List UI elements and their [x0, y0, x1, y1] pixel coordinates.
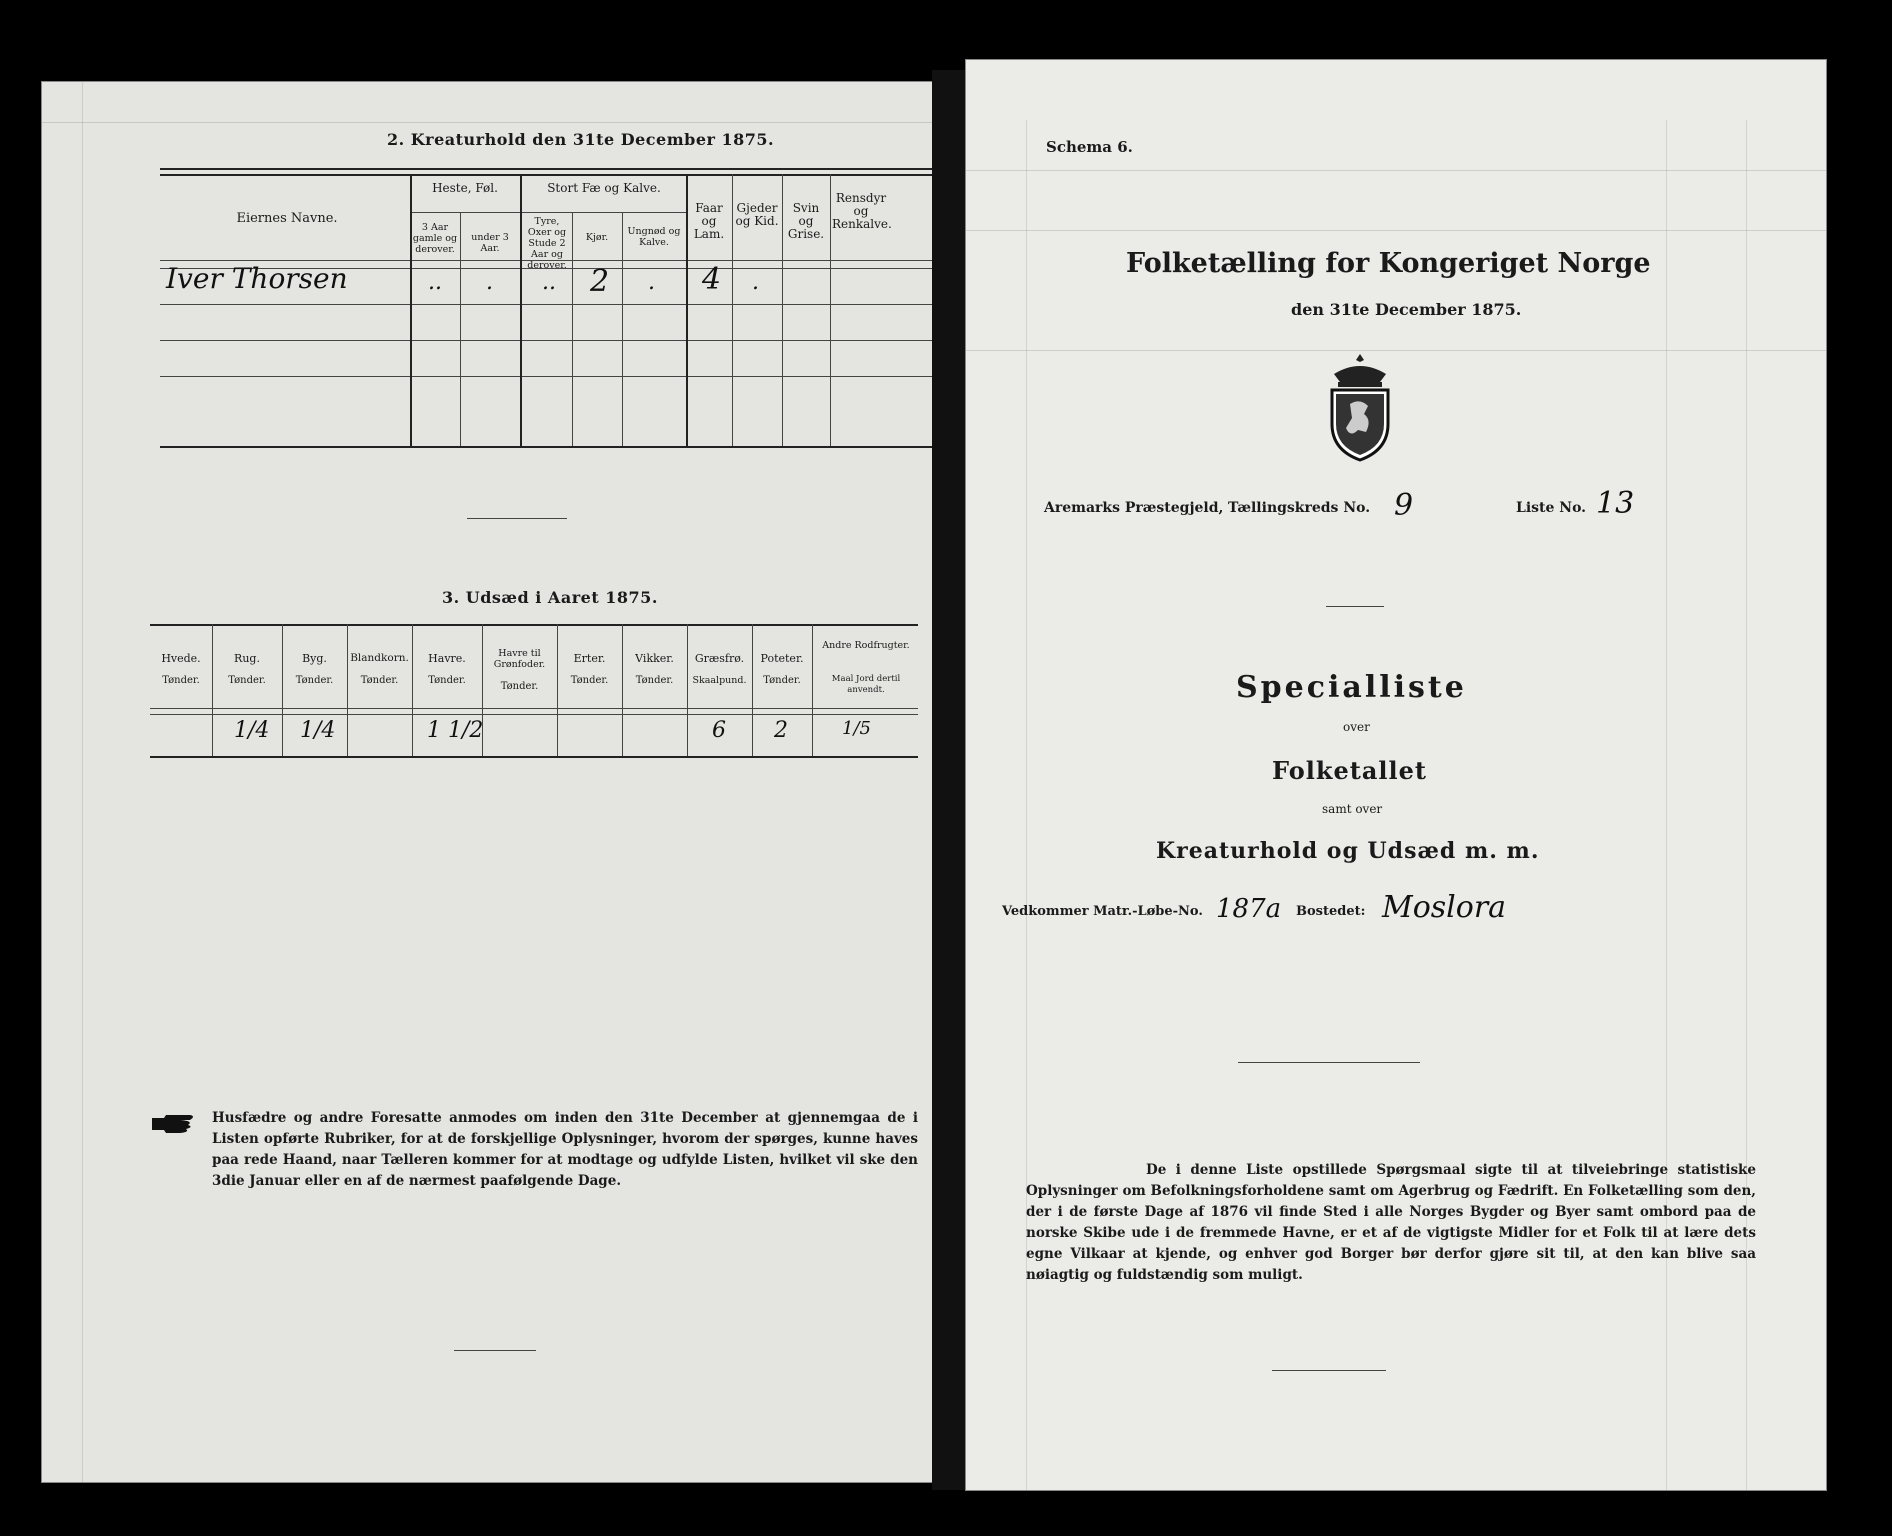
calves-value: .: [648, 270, 655, 295]
root-crops-value: 1/5: [842, 718, 871, 739]
cattle-header: Stort Fæ og Kalve.: [547, 181, 661, 195]
goats-value: .: [752, 270, 759, 295]
matrikkel-value: 187a: [1216, 894, 1282, 924]
matrikkel-label: Vedkommer Matr.-Løbe-No.: [1002, 904, 1203, 919]
cows-header: Kjør.: [585, 232, 609, 243]
vetch-unit: Tønder.: [635, 675, 674, 686]
samt-over-label: samt over: [1322, 802, 1383, 816]
barley-header: Byg.: [302, 652, 327, 665]
bulls-value: ..: [542, 270, 556, 295]
barley-value: 1/4: [300, 718, 336, 743]
rye-header: Rug.: [234, 652, 260, 665]
coat-of-arms-icon: [1320, 352, 1400, 466]
green-oats-header: Havre til Grønfoder.: [493, 648, 546, 670]
sheep-value: 4: [702, 262, 722, 297]
grass-seed-header: Græsfrø.: [694, 652, 745, 665]
bulls-header: Tyre, Oxer og Stude 2 Aar og derover.: [527, 216, 567, 271]
horses-old-value: ..: [428, 270, 442, 295]
divider: [1238, 1062, 1420, 1063]
divider: [1272, 1370, 1386, 1371]
divider: [454, 1350, 536, 1351]
oats-header: Havre.: [428, 652, 466, 665]
wheat-unit: Tønder.: [162, 675, 200, 686]
peas-unit: Tønder.: [570, 675, 609, 686]
population-label: Folketallet: [1272, 756, 1427, 785]
barley-unit: Tønder.: [295, 675, 334, 686]
list-value: 13: [1596, 486, 1635, 521]
owner-header: Eiernes Navne.: [236, 211, 338, 226]
potatoes-value: 2: [774, 718, 788, 743]
section-3-title: 3. Udsæd i Aaret 1875.: [442, 588, 658, 607]
grass-seed-unit: Skaalpund.: [692, 675, 747, 686]
rye-value: 1/4: [234, 718, 270, 743]
over-label: over: [1343, 720, 1370, 734]
horses-young-header: under 3 Aar.: [471, 232, 509, 254]
census-title: Folketælling for Kongeriget Norge: [1126, 248, 1651, 279]
root-crops-unit: Maal Jord dertil anvendt.: [831, 674, 901, 695]
owner-name: Iver Thorsen: [166, 262, 348, 295]
sheep-header: Faar og Lam.: [693, 201, 725, 241]
vetch-header: Vikker.: [635, 652, 674, 665]
grass-seed-value: 6: [712, 718, 726, 743]
rye-unit: Tønder.: [228, 675, 266, 686]
residence-label: Bostedet:: [1296, 904, 1366, 919]
mixed-grain-header: Blandkorn.: [350, 652, 409, 664]
root-crops-header: Andre Rodfrugter.: [822, 640, 910, 651]
left-page: [42, 82, 932, 1482]
horses-header: Heste, Føl.: [432, 181, 498, 195]
horses-young-value: .: [486, 270, 493, 295]
residence-value: Moslora: [1382, 890, 1507, 925]
green-oats-unit: Tønder.: [500, 681, 539, 692]
cows-value: 2: [590, 264, 610, 299]
census-date: den 31te December 1875.: [1291, 300, 1522, 319]
district-value: 9: [1394, 488, 1414, 523]
oats-value: 1 1/2: [427, 718, 484, 743]
divider: [467, 518, 567, 519]
reindeer-header: Rensdyr og Renkalve.: [832, 191, 892, 231]
book-spine: [932, 70, 966, 1490]
potatoes-header: Poteter.: [760, 652, 804, 665]
section-2-title: 2. Kreaturhold den 31te December 1875.: [387, 130, 775, 149]
livestock-sowing-label: Kreaturhold og Udsæd m. m.: [1156, 838, 1540, 864]
horses-old-header: 3 Aar gamle og derover.: [412, 222, 458, 255]
right-page: [966, 60, 1826, 1490]
peas-header: Erter.: [573, 652, 606, 665]
mixed-grain-unit: Tønder.: [360, 675, 399, 686]
potatoes-unit: Tønder.: [763, 675, 801, 686]
oats-unit: Tønder.: [428, 675, 466, 686]
goats-header: Gjeder og Kid.: [735, 201, 779, 228]
special-list-title: Specialliste: [1236, 670, 1467, 705]
instruction-note: Husfædre og andre Foresatte anmodes om inden den 31te December at gjennemgaa de i Listen opførte Rubriker, for at de forskjellige Oplysninger, hvorom der spørges, kunne haves paa rede Haand, naar Tælleren kommer for at modtage og udfylde Listen, hvilket vil ske den 3die Januar eller en af de nærmest paafølgende Dage.: [212, 1110, 918, 1189]
pointing-hand-icon: [150, 1112, 200, 1140]
schema-label: Schema 6.: [1046, 138, 1133, 156]
pigs-header: Svin og Grise.: [787, 201, 825, 241]
district-label: Tællingskreds No.: [1228, 500, 1371, 516]
wheat-header: Hvede.: [161, 652, 201, 665]
parish-label: Aremarks Præstegjeld,: [1044, 500, 1224, 516]
calves-header: Ungnød og Kalve.: [627, 226, 681, 248]
divider: [1326, 606, 1384, 607]
intro-paragraph: De i denne Liste opstillede Spørgsmaal sigte til at tilveiebringe statistiske Oplysninger om Befolkningsforholdene samt om Agerbrug og Fædrift. En Folketælling som den, der i de første Dage af 1876 vil finde Sted i alle Norges Bygder og Byer samt ombord paa de norske Skibe ude i de fremmede Havne, er et af de vigtigste Midler for et Folk til at lære dets egne Vilkaar at kjende, og enhver god Borger bør derfor gjøre sit til, at den kan blive saa nøiagtig og fuldstændig som muligt.: [1026, 1162, 1756, 1283]
list-label: Liste No.: [1516, 500, 1587, 516]
